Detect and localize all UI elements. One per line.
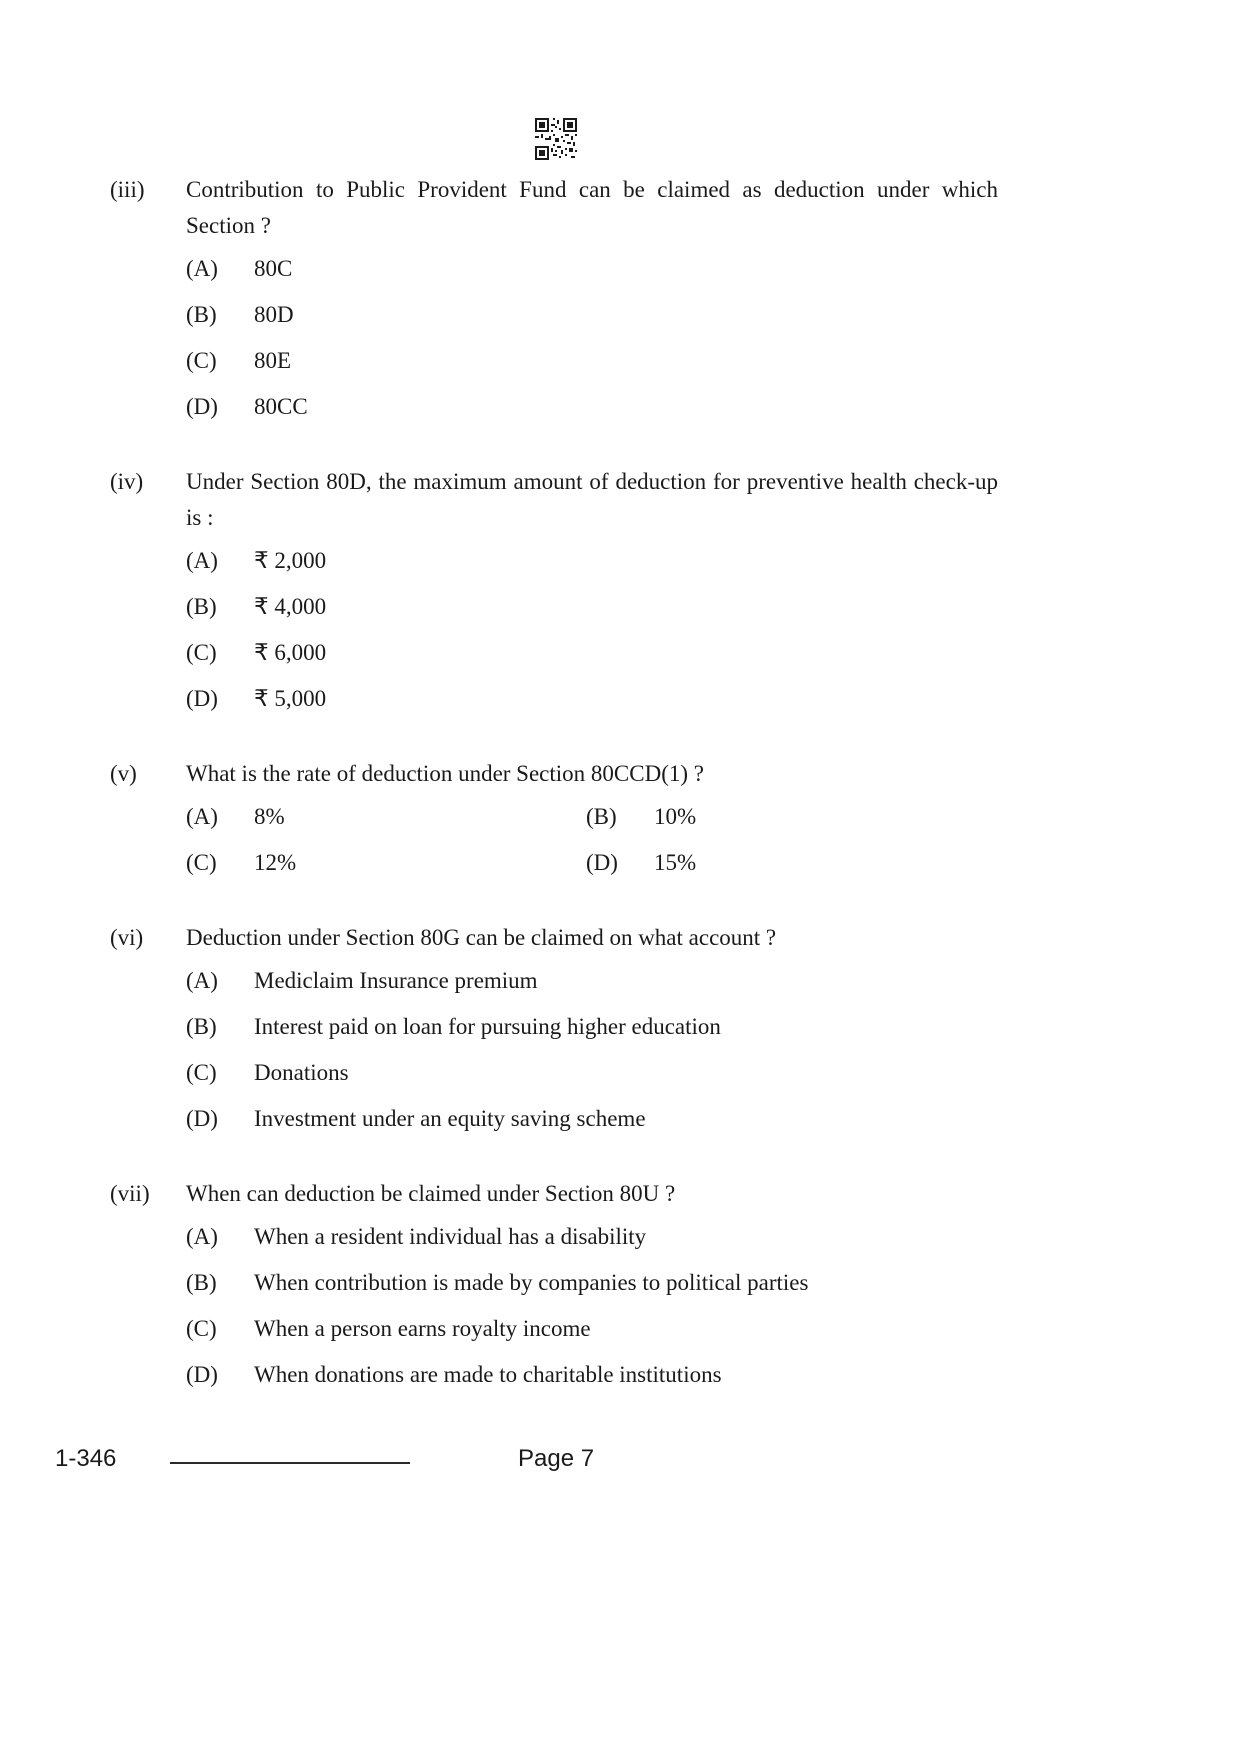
option-text: When contribution is made by companies to political parties xyxy=(254,1270,809,1295)
question-number: (iv) xyxy=(110,469,144,494)
option-row xyxy=(186,1058,998,1088)
option-row xyxy=(186,254,998,284)
question-iv xyxy=(110,464,1241,730)
option-text: 10% xyxy=(654,804,697,829)
option-row xyxy=(186,1360,998,1390)
option-text: ₹ 5,000 xyxy=(254,686,327,711)
question-v xyxy=(110,756,1241,894)
question-text: Under Section 80D, the maximum amount of deduction for preventive health check-up is : xyxy=(186,469,998,530)
option-text: Investment under an equity saving scheme xyxy=(254,1106,646,1131)
option-text: 12% xyxy=(254,850,297,875)
question-text: Contribution to Public Provident Fund can be claimed as deduction under which Section ? xyxy=(186,177,998,238)
option-text: ₹ 6,000 xyxy=(254,640,327,665)
options-list xyxy=(186,1222,998,1390)
question-number: (v) xyxy=(110,761,137,786)
option-label: (B) xyxy=(186,594,217,619)
option-row xyxy=(186,1314,998,1344)
option-text: When donations are made to charitable institutions xyxy=(254,1362,722,1387)
question-number: (iii) xyxy=(110,177,145,202)
question-text: Deduction under Section 80G can be claimed on what account ? xyxy=(186,925,777,950)
option-label: (D) xyxy=(186,686,218,711)
option-row xyxy=(186,1268,998,1298)
question-text: What is the rate of deduction under Section 80CCD(1) ? xyxy=(186,761,704,786)
option-text: ₹ 4,000 xyxy=(254,594,327,619)
option-label: (B) xyxy=(186,1270,217,1295)
option-label: (C) xyxy=(186,640,217,665)
option-text: 15% xyxy=(654,850,697,875)
option-row xyxy=(186,346,998,376)
question-text: When can deduction be claimed under Section 80U ? xyxy=(186,1181,676,1206)
option-row xyxy=(186,392,998,422)
option-text: When a person earns royalty income xyxy=(254,1316,591,1341)
option-row xyxy=(186,848,586,878)
option-row xyxy=(186,592,998,622)
option-row xyxy=(186,1104,998,1134)
qr-code-icon xyxy=(535,118,577,160)
option-row xyxy=(186,1012,998,1042)
options-list xyxy=(186,802,998,894)
option-text: Mediclaim Insurance premium xyxy=(254,968,538,993)
option-label: (B) xyxy=(186,302,217,327)
page-number: Page 7 xyxy=(518,1445,595,1472)
option-row xyxy=(186,300,998,330)
question-vii xyxy=(110,1176,1241,1406)
option-text: Interest paid on loan for pursuing higher education xyxy=(254,1014,721,1039)
option-row xyxy=(586,802,998,832)
question-iii xyxy=(110,172,1241,438)
option-text: 80D xyxy=(254,302,294,327)
option-label: (A) xyxy=(186,804,218,829)
option-text: 80C xyxy=(254,256,293,281)
option-label: (D) xyxy=(186,1106,218,1131)
paper-code: 1-346 xyxy=(55,1445,117,1472)
option-label: (C) xyxy=(186,1316,217,1341)
option-text: When a resident individual has a disability xyxy=(254,1224,647,1249)
option-row xyxy=(186,1222,998,1252)
option-text: Donations xyxy=(254,1060,349,1085)
option-row xyxy=(186,966,998,996)
option-text: 80E xyxy=(254,348,292,373)
option-row xyxy=(186,638,998,668)
option-text: ₹ 2,000 xyxy=(254,548,327,573)
option-row xyxy=(186,684,998,714)
options-list xyxy=(186,966,998,1134)
option-row xyxy=(186,802,586,832)
option-text: 80CC xyxy=(254,394,308,419)
option-label: (B) xyxy=(586,804,617,829)
question-number: (vii) xyxy=(110,1181,150,1206)
option-label: (A) xyxy=(186,256,218,281)
options-list xyxy=(186,546,998,714)
question-vi xyxy=(110,920,1241,1150)
option-label: (C) xyxy=(186,348,217,373)
option-text: 8% xyxy=(254,804,285,829)
option-label: (C) xyxy=(186,850,217,875)
option-label: (C) xyxy=(186,1060,217,1085)
option-label: (D) xyxy=(586,850,618,875)
option-label: (A) xyxy=(186,548,218,573)
option-label: (A) xyxy=(186,1224,218,1249)
option-row xyxy=(586,848,998,878)
option-label: (B) xyxy=(186,1014,217,1039)
option-row xyxy=(186,546,998,576)
option-label: (D) xyxy=(186,394,218,419)
option-label: (D) xyxy=(186,1362,218,1387)
option-label: (A) xyxy=(186,968,218,993)
options-list xyxy=(186,254,998,422)
footer-divider-line xyxy=(170,1462,410,1464)
question-number: (vi) xyxy=(110,925,144,950)
page-footer xyxy=(0,1445,1241,1485)
